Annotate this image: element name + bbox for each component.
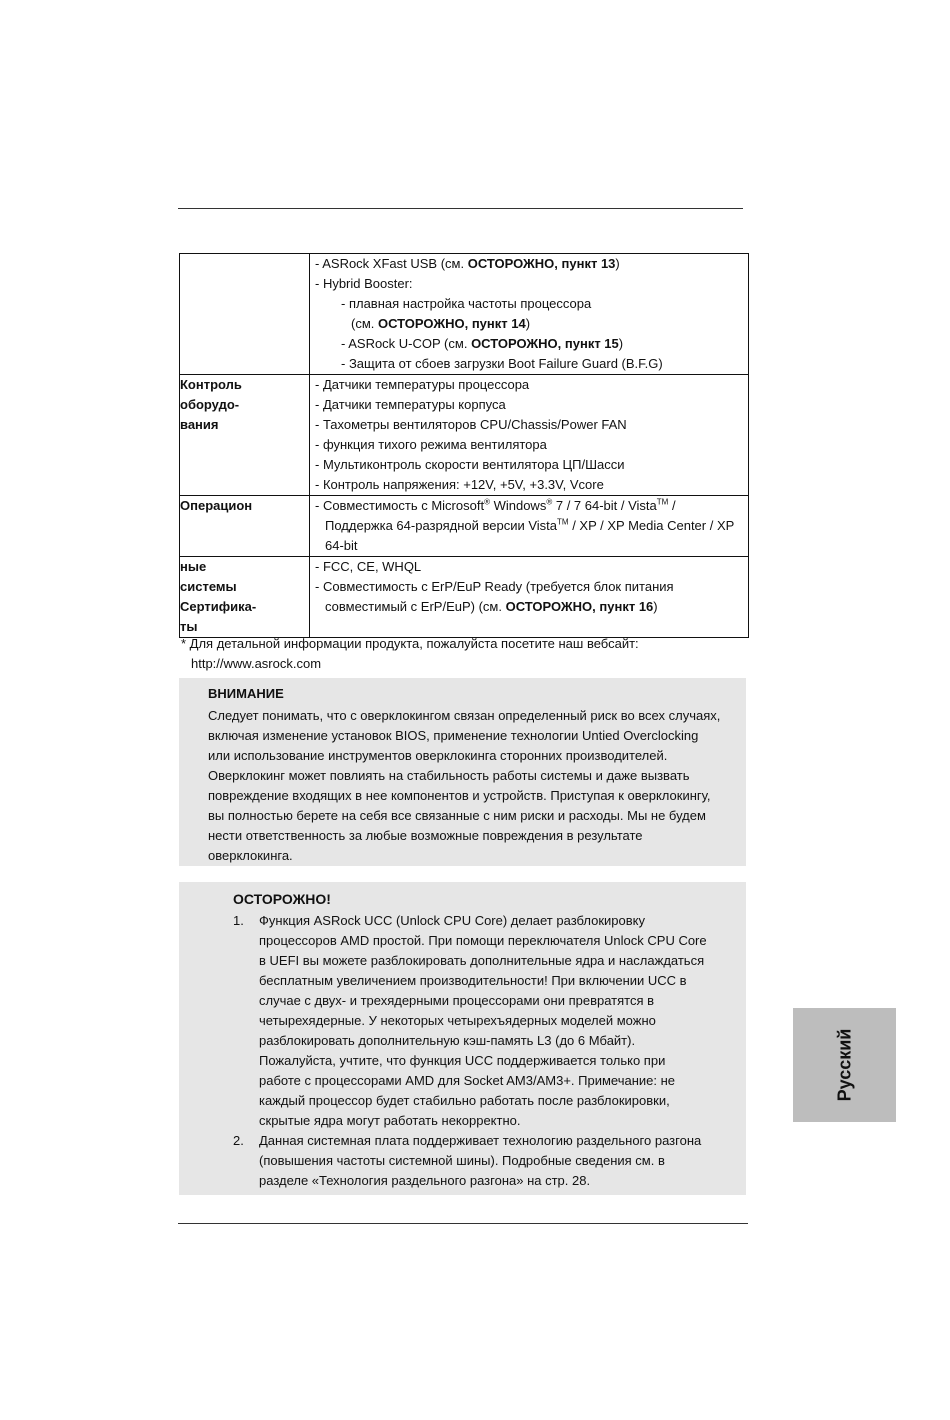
text-run: - Мультиконтроль скорости вентилятора ЦП/Шасси: [315, 457, 625, 472]
caution-item-line: Пожалуйста, учтите, что функция UCC поддерживается только при: [259, 1053, 666, 1068]
spec-value-line: [310, 455, 748, 475]
spec-value-line: [310, 354, 748, 374]
caution-item-number: 2.: [233, 1133, 244, 1148]
text-run: - Защита от сбоев загрузки Boot Failure Guard (B.F.G): [341, 356, 663, 371]
spec-row-features: [180, 254, 749, 375]
spec-label-line: оборудо-: [180, 397, 240, 412]
spec-value-line: [310, 435, 748, 455]
spec-values: [310, 254, 749, 375]
spec-label: [180, 557, 310, 638]
text-run: /: [668, 498, 676, 513]
spec-label-line: Операцион: [180, 498, 253, 513]
caution-list: [233, 911, 733, 1191]
text-run: ): [615, 256, 620, 271]
text-run: - функция тихого режима вентилятора: [315, 437, 547, 452]
warning-line: включая изменение установок BIOS, применение технологии Untied Overclocking: [208, 728, 699, 743]
caution-item-line: процессоров AMD простой. При помощи переключателя Unlock CPU Core: [259, 933, 707, 948]
text-run: / XP / XP Media Center / XP: [568, 518, 735, 533]
text-run: (см.: [351, 316, 378, 331]
text-run: - FCC, CE, WHQL: [315, 559, 422, 574]
caution-box: [179, 882, 746, 1195]
spec-value-line: [310, 557, 748, 577]
text-run: - Совместимость с Microsoft: [315, 498, 485, 513]
caution-item-line: бесплатным увеличением производительности! При включении UCC в: [259, 973, 687, 988]
spec-label-line: ные: [180, 559, 207, 574]
warning-box: [179, 678, 746, 866]
caution-item-line: случае с двух- и трехядерными процессорами они превратятся в: [259, 993, 655, 1008]
caution-item-line: четырехядерные. У некоторых четырехъядерных моделей можно: [259, 1013, 656, 1028]
caution-item-line: работе с процессорами AMD для Socket AM3/AM3+. Примечание: не: [259, 1073, 676, 1088]
caution-item-number: 1.: [233, 913, 244, 928]
text-run: - Совместимость с ErP/EuP Ready (требуется блок питания: [315, 579, 674, 594]
caution-item-line: каждый процессор будет стабильно работать после разблокировки,: [259, 1093, 670, 1108]
caution-reference: ОСТОРОЖНО, пункт 16: [505, 599, 654, 614]
spec-value-line: [310, 395, 748, 415]
text-run: 64-bit: [325, 538, 358, 553]
spec-label-line: вания: [180, 417, 219, 432]
spec-value-line: [310, 294, 748, 314]
spec-value-line: [310, 415, 748, 435]
spec-label-line: Сертифика-: [180, 599, 257, 614]
warning-line: нести ответственность за любые возможные повреждения в результате: [208, 828, 643, 843]
warning-line: вы полностью берете на себя все связанные с ним риски и расходы. Мы не будем: [208, 808, 706, 823]
caution-item-line: Данная системная плата поддерживает технологию раздельного разгона: [259, 1133, 702, 1148]
text-run: 7 / 7 64-bit / Vista: [552, 498, 657, 513]
footnote-text: * Для детальной информации продукта, пожалуйста посетите наш вебсайт:: [181, 636, 639, 651]
language-label: Русский: [834, 1028, 854, 1102]
text-run: - Датчики температуры корпуса: [315, 397, 506, 412]
text-run: - ASRock U-COP (см.: [341, 336, 472, 351]
specification-table: [179, 253, 749, 638]
caution-title: ОСТОРОЖНО!: [233, 891, 331, 907]
spec-label: [180, 496, 310, 557]
spec-value-line: [310, 516, 748, 536]
text-run: ): [653, 599, 658, 614]
spec-value-line: [310, 375, 748, 395]
caution-reference: ОСТОРОЖНО, пункт 14: [378, 316, 526, 331]
text-run: - ASRock XFast USB (см.: [315, 256, 468, 271]
spec-value-line: [310, 597, 748, 617]
spec-values: [310, 375, 749, 496]
warning-line: или использование инструментов оверклокинга сторонних производителей.: [208, 748, 668, 763]
text-run: - Датчики температуры процессора: [315, 377, 530, 392]
text-run: - Hybrid Booster:: [315, 276, 413, 291]
caution-reference: ОСТОРОЖНО, пункт 15: [471, 336, 619, 351]
spec-row-certifications: [180, 557, 749, 638]
caution-item-line: (повышения частоты системной шины). Подробные сведения см. в: [259, 1153, 665, 1168]
trademark-mark: TM: [557, 517, 569, 527]
spec-values: [310, 496, 749, 557]
caution-item-line: скрытые ядра могут работать некорректно.: [259, 1113, 521, 1128]
spec-value-line: [310, 496, 748, 516]
text-run: ): [525, 316, 531, 331]
spec-value-line: [310, 334, 748, 354]
spec-row-os: [180, 496, 749, 557]
text-run: - плавная настройка частоты процессора: [341, 296, 592, 311]
warning-title: ВНИМАНИЕ: [208, 686, 284, 701]
spec-label: [180, 375, 310, 496]
warning-line: повреждение входящих в нее компонентов и устройств. Приступая к оверклокингу,: [208, 788, 711, 803]
caution-item-line: разблокировать дополнительную кэш-память L3 (до 6 Мбайт).: [259, 1033, 636, 1048]
caution-item-line: разделе «Технология раздельного разгона» на стр. 28.: [259, 1173, 591, 1188]
trademark-mark: ®: [546, 497, 553, 507]
spec-value-line: [310, 475, 748, 495]
footer-rule: [178, 1223, 748, 1224]
spec-value-line: [310, 577, 748, 597]
trademark-mark: TM: [656, 497, 669, 507]
warning-line: оверклокинга.: [208, 848, 293, 863]
text-run: Поддержка 64-разрядной версии Vista: [325, 518, 558, 533]
warning-text: [208, 706, 738, 866]
text-run: - Контроль напряжения: +12V, +5V, +3.3V, Vcore: [315, 477, 604, 492]
footnote: [181, 634, 639, 674]
warning-line: Оверклокинг может повлиять на стабильность работы системы и даже вызвать: [208, 768, 690, 783]
spec-row-hardware-monitor: [180, 375, 749, 496]
spec-label: [180, 254, 310, 375]
caution-item: [233, 1131, 733, 1191]
caution-item: [233, 911, 733, 1131]
caution-item-line: Функция ASRock UCC (Unlock CPU Core) делает разблокировку: [259, 913, 645, 928]
caution-item-line: в UEFI вы можете разблокировать дополнительные ядра и наслаждаться: [259, 953, 705, 968]
spec-values: [310, 557, 749, 638]
text-run: совместимый с ErP/EuP) (см.: [325, 599, 506, 614]
spec-label-line: ты: [180, 619, 198, 634]
trademark-mark: ®: [484, 497, 490, 507]
spec-value-line: [310, 274, 748, 294]
spec-value-line: [310, 314, 748, 334]
text-run: ): [618, 336, 624, 351]
language-tab: [793, 1008, 896, 1122]
spec-value-line: [310, 536, 748, 556]
warning-line: Следует понимать, что с оверклокингом связан определенный риск во всех случаях,: [208, 708, 721, 723]
text-run: - Тахометры вентиляторов CPU/Chassis/Power FAN: [315, 417, 627, 432]
caution-reference: ОСТОРОЖНО, пункт 13: [467, 256, 616, 271]
spec-label-line: системы: [180, 579, 237, 594]
text-run: Windows: [489, 498, 547, 513]
header-rule: [178, 208, 743, 209]
spec-value-line: [310, 254, 748, 274]
website-link[interactable]: http://www.asrock.com: [191, 656, 322, 671]
spec-label-line: Контроль: [180, 377, 242, 392]
